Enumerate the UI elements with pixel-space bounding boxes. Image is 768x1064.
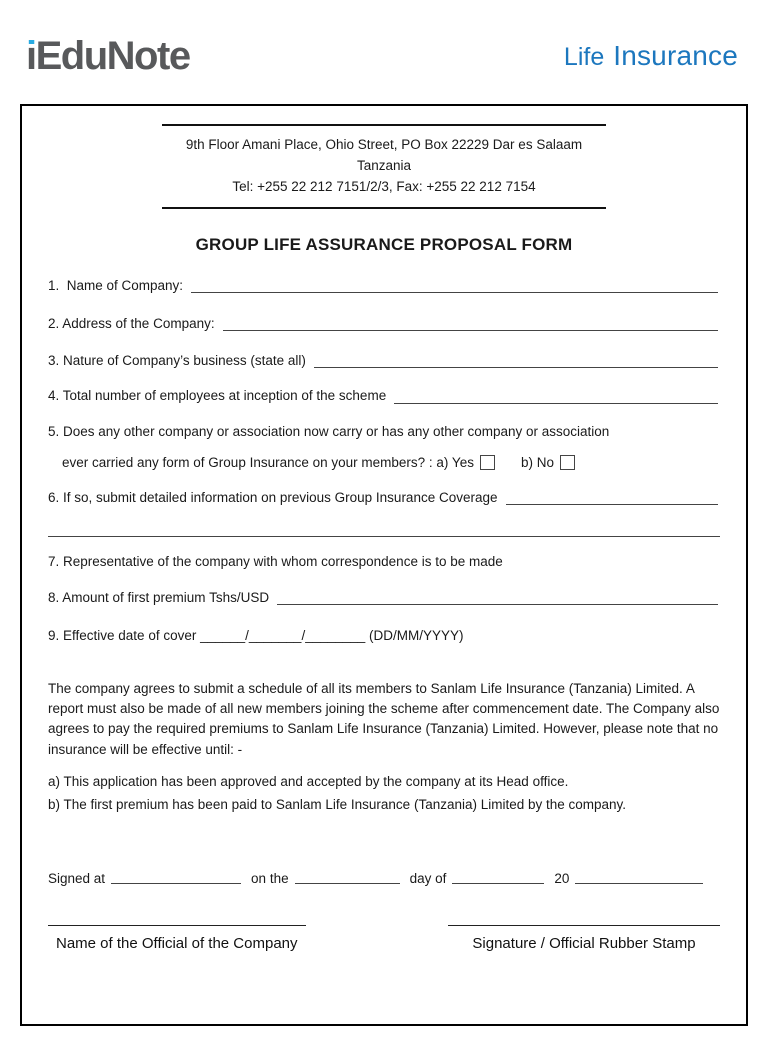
signed-at-row — [48, 870, 720, 886]
company-name-label: 1. Name of Company: — [48, 277, 184, 293]
coverage-details-label: 6. If so, submit detailed information on previous Group Insurance Coverage — [48, 490, 498, 506]
official-name-signature-line[interactable] — [48, 925, 306, 926]
company-name-input[interactable] — [191, 279, 718, 293]
agreement-paragraph: The company agrees to submit a schedule of all its members to Sanlam Life Insurance (Tanzania) Limited. A report must also be made of all new members joining the scheme after commencement date. The Company also agrees to pay the required premiums to Sanlam Life Insurance (Tanzania) Limited. However, please note that no insurance will be effective until: - — [48, 680, 720, 757]
question-5-text: 5. Does any other company or association now carry or has any other company or association — [48, 423, 610, 439]
previous-insurance-yes-checkbox[interactable] — [480, 455, 495, 470]
question-5-no-text: b) No — [520, 454, 554, 470]
field-row-representative — [48, 553, 720, 571]
field-row-company-address — [48, 315, 720, 333]
brand-bar — [0, 0, 768, 104]
signed-date-input[interactable] — [295, 870, 400, 884]
employee-count-input[interactable] — [394, 390, 718, 404]
on-the-label: on the — [251, 870, 289, 886]
question-5-line1 — [48, 423, 720, 441]
field-row-coverage-details — [48, 489, 720, 507]
signed-year-input[interactable] — [575, 870, 703, 884]
business-nature-input[interactable] — [314, 354, 718, 368]
proposal-form — [20, 104, 748, 1026]
coverage-details-input[interactable] — [506, 491, 719, 505]
life-insurance-wordmark — [564, 40, 738, 72]
previous-insurance-no-checkbox[interactable] — [560, 455, 575, 470]
field-row-employee-count — [48, 387, 720, 405]
field-row-first-premium — [48, 589, 720, 607]
official-name-label: Name of the Official of the Company — [56, 935, 298, 952]
question-5-line2 — [48, 454, 720, 472]
rubber-stamp-signature-line[interactable] — [448, 925, 720, 926]
condition-b: b) The first premium has been paid to Sanlam Life Insurance (Tanzania) Limited by the company. — [48, 796, 627, 812]
rubber-stamp-label: Signature / Official Rubber Stamp — [472, 935, 696, 952]
representative-label: 7. Representative of the company with whom correspondence is to be made — [48, 554, 503, 570]
company-address-label: 2. Address of the Company: — [48, 315, 215, 331]
logo-text: EduNote — [35, 34, 190, 78]
first-premium-input[interactable] — [277, 591, 718, 605]
company-address-header — [162, 124, 606, 209]
signature-section — [48, 925, 720, 952]
field-row-effective-date — [48, 627, 720, 645]
wordmark-insurance: Insurance — [613, 40, 738, 71]
signed-at-input[interactable] — [111, 870, 241, 884]
condition-a: a) This application has been approved and accepted by the company at its Head office. — [48, 773, 569, 789]
day-of-label: day of — [409, 870, 447, 886]
signed-at-label: Signed at — [48, 870, 106, 886]
first-premium-label: 8. Amount of first premium Tshs/USD — [48, 589, 270, 605]
form-title: GROUP LIFE ASSURANCE PROPOSAL FORM — [195, 234, 573, 254]
business-nature-label: 3. Nature of Company’s business (state all) — [48, 353, 306, 369]
address-line: 9th Floor Amani Place, Ohio Street, PO Box 22229 Dar es Salaam Tanzania — [185, 137, 583, 173]
tel-fax-line: Tel: +255 22 212 7151/2/3, Fax: +255 22 212 7154 — [232, 178, 536, 194]
company-address-input[interactable] — [223, 317, 718, 331]
logo-letter-i: i — [26, 34, 36, 78]
wordmark-life: Life — [563, 43, 605, 71]
signed-month-input[interactable] — [452, 870, 544, 884]
year-prefix-label: 20 — [554, 870, 570, 886]
rubber-stamp-block — [448, 925, 720, 952]
employee-count-label: 4. Total number of employees at inception of the scheme — [48, 388, 387, 404]
edunote-logo — [26, 34, 190, 78]
field-row-company-name — [48, 277, 720, 295]
question-5-continued-text: ever carried any form of Group Insurance on your members? : a) Yes — [62, 454, 474, 470]
official-name-block — [48, 925, 306, 952]
coverage-details-input-line2[interactable] — [48, 521, 720, 537]
field-row-business-nature — [48, 352, 720, 370]
effective-date-label: 9. Effective date of cover ______/_______/________ (DD/MM/YYYY) — [48, 627, 464, 643]
